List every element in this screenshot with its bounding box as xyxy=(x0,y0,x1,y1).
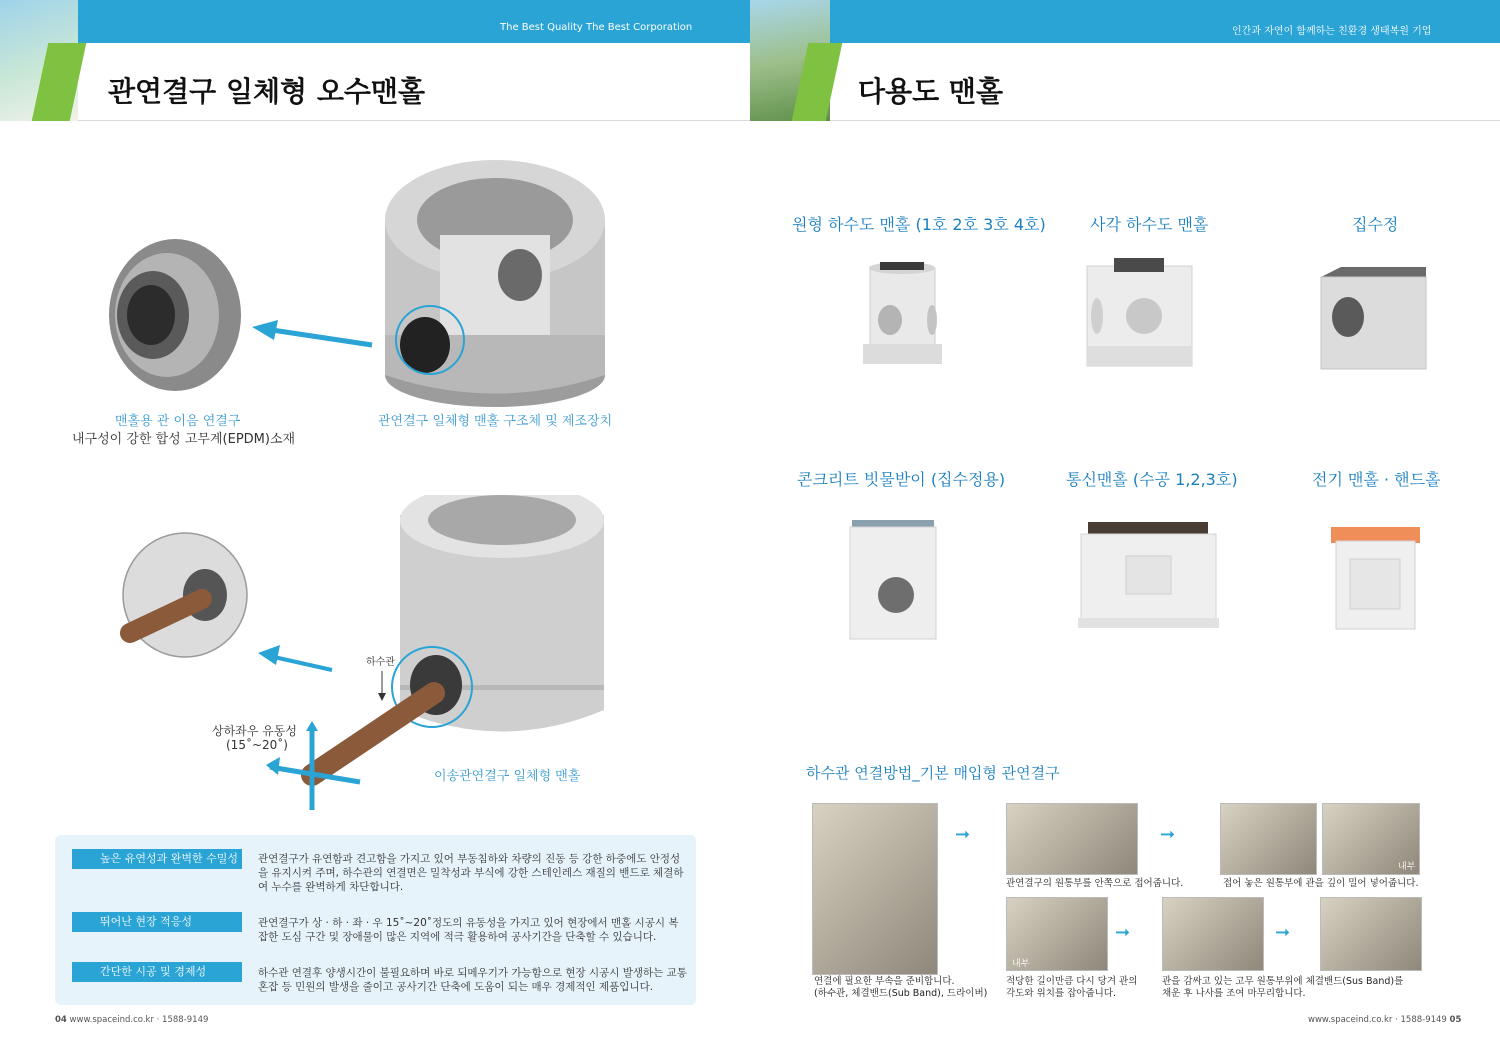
left-header-rule xyxy=(78,120,750,121)
step1-caption: 연결에 필요한 부속을 준비합니다. (하수관, 체결밴드(Sub Band), 드라이버) xyxy=(814,976,988,999)
caption-integrated-manhole: 이송관연결구 일체형 맨홀 xyxy=(434,769,581,784)
rubber-connector-illustration xyxy=(105,235,245,395)
product-label-electric-manhole: 전기 맨홀 · 핸드홀 xyxy=(1312,470,1441,489)
product-label-concrete-inlet: 콘크리트 빗물받이 (집수정용) xyxy=(797,470,1006,489)
product-label-round-sewer: 원형 하수도 맨홀 (1호 2호 3호 4호) xyxy=(792,215,1046,234)
feature-label-1: 높은 유연성과 완벽한 수밀성 xyxy=(72,849,242,869)
step3-image-a xyxy=(1220,803,1317,875)
right-footer-contact: www.spaceind.co.kr · 1588-9149 xyxy=(1308,1015,1447,1025)
step2-caption: 관연결구의 원통부를 안쪽으로 접어줍니다. xyxy=(1006,878,1184,889)
product-image-square-sewer xyxy=(1082,258,1197,373)
product-image-catch-basin xyxy=(1316,265,1431,373)
product-image-telecom-manhole xyxy=(1076,522,1221,632)
arrow-step4-to-step5a: ➞ xyxy=(1115,922,1131,943)
step5-image-a xyxy=(1162,897,1264,971)
step2-image xyxy=(1006,803,1138,875)
arrow-step5a-to-step5b: ➞ xyxy=(1275,922,1291,943)
step4-caption: 적당한 길이만큼 다시 당겨 관의 각도와 위치를 잡아줍니다. xyxy=(1006,976,1138,999)
label-mobility-line2: (15˚~20˚) xyxy=(226,738,288,752)
step3-caption: 접어 놓은 원통부에 관을 깊이 밀어 넣어줍니다. xyxy=(1223,878,1419,889)
left-tagline: The Best Quality The Best Corporation xyxy=(500,22,693,33)
product-image-concrete-inlet xyxy=(846,515,941,645)
product-image-electric-manhole xyxy=(1328,525,1423,635)
product-label-square-sewer: 사각 하수도 맨홀 xyxy=(1090,215,1209,234)
right-page-title: 다용도 맨홀 xyxy=(858,75,1003,108)
left-footer xyxy=(55,1015,208,1025)
label-inside-step3: 내부 xyxy=(1398,862,1416,872)
right-header-rule xyxy=(830,120,1500,121)
caption-structure: 관연결구 일체형 맨홀 구조체 및 제조장치 xyxy=(378,414,613,429)
step1-image xyxy=(812,803,938,975)
manhole-cutaway-illustration xyxy=(380,150,610,410)
arrow-step1-to-step2: ➞ xyxy=(955,824,971,845)
connection-method-title: 하수관 연결방법_기본 매입형 관연결구 xyxy=(806,764,1060,782)
right-footer xyxy=(1308,1015,1461,1025)
feature-text-2: 관연결구가 상 · 하 · 좌 · 우 15˚~20˚정도의 유동성을 가지고 있어 현장에서 맨홀 시공시 복잡한 도심 구간 및 장애물이 많은 지역에 적극 활용하여 공사기간을 단축할 수 있습니다. xyxy=(258,917,679,943)
label-inside-step4: 내부 xyxy=(1012,959,1030,969)
left-footer-contact: www.spaceind.co.kr · 1588-9149 xyxy=(69,1015,209,1025)
product-label-catch-basin: 집수정 xyxy=(1352,215,1399,234)
step5-image-b xyxy=(1320,897,1422,971)
feature-text-1: 관연결구가 유연함과 견고함을 가지고 있어 부동침하와 차량의 진동 등 강한 하중에도 안정성을 유지시켜 주며, 하수관의 연결면은 밀착성과 부식에 강한 스테인레스 재질의 밴드로 체결하여 누수를 완벽하게 차단합니다. xyxy=(258,853,684,893)
arrow-step2-to-step3: ➞ xyxy=(1160,824,1176,845)
arrow-to-connector xyxy=(250,320,375,350)
left-page-number: 04 xyxy=(55,1015,67,1025)
right-tagline: 인간과 자연이 함께하는 친환경 생태복원 기업 xyxy=(1232,26,1432,37)
right-page-number: 05 xyxy=(1449,1015,1462,1025)
feature-label-3: 간단한 시공 및 경제성 xyxy=(72,962,242,982)
left-page-title: 관연결구 일체형 오수맨홀 xyxy=(108,75,426,108)
label-sewer-pipe: 하수관 xyxy=(366,657,395,668)
product-label-telecom-manhole: 통신맨홀 (수공 1,2,3호) xyxy=(1066,470,1238,489)
product-image-round-sewer xyxy=(860,262,945,370)
feature-text-3: 하수관 연결후 양생시간이 불필요하며 바로 되메우기가 가능함으로 현장 시공시 발생하는 교통 혼잡 등 민원의 발생을 줄이고 공사기간 단축에 도움이 되는 매우 경제적인 제품입니다. xyxy=(258,967,687,993)
caption-connector-desc: 내구성이 강한 합성 고무계(EPDM)소재 xyxy=(72,432,296,447)
step5-caption: 관을 감싸고 있는 고무 원통부위에 체결밴드(Sus Band)를 채운 후 나사를 조여 마무리합니다. xyxy=(1162,976,1404,999)
label-mobility-line1: 상하좌우 유동성 xyxy=(212,724,297,738)
feature-label-2: 뛰어난 현장 적응성 xyxy=(72,912,242,932)
caption-connector-title: 맨홀용 관 이음 연결구 xyxy=(115,414,241,429)
